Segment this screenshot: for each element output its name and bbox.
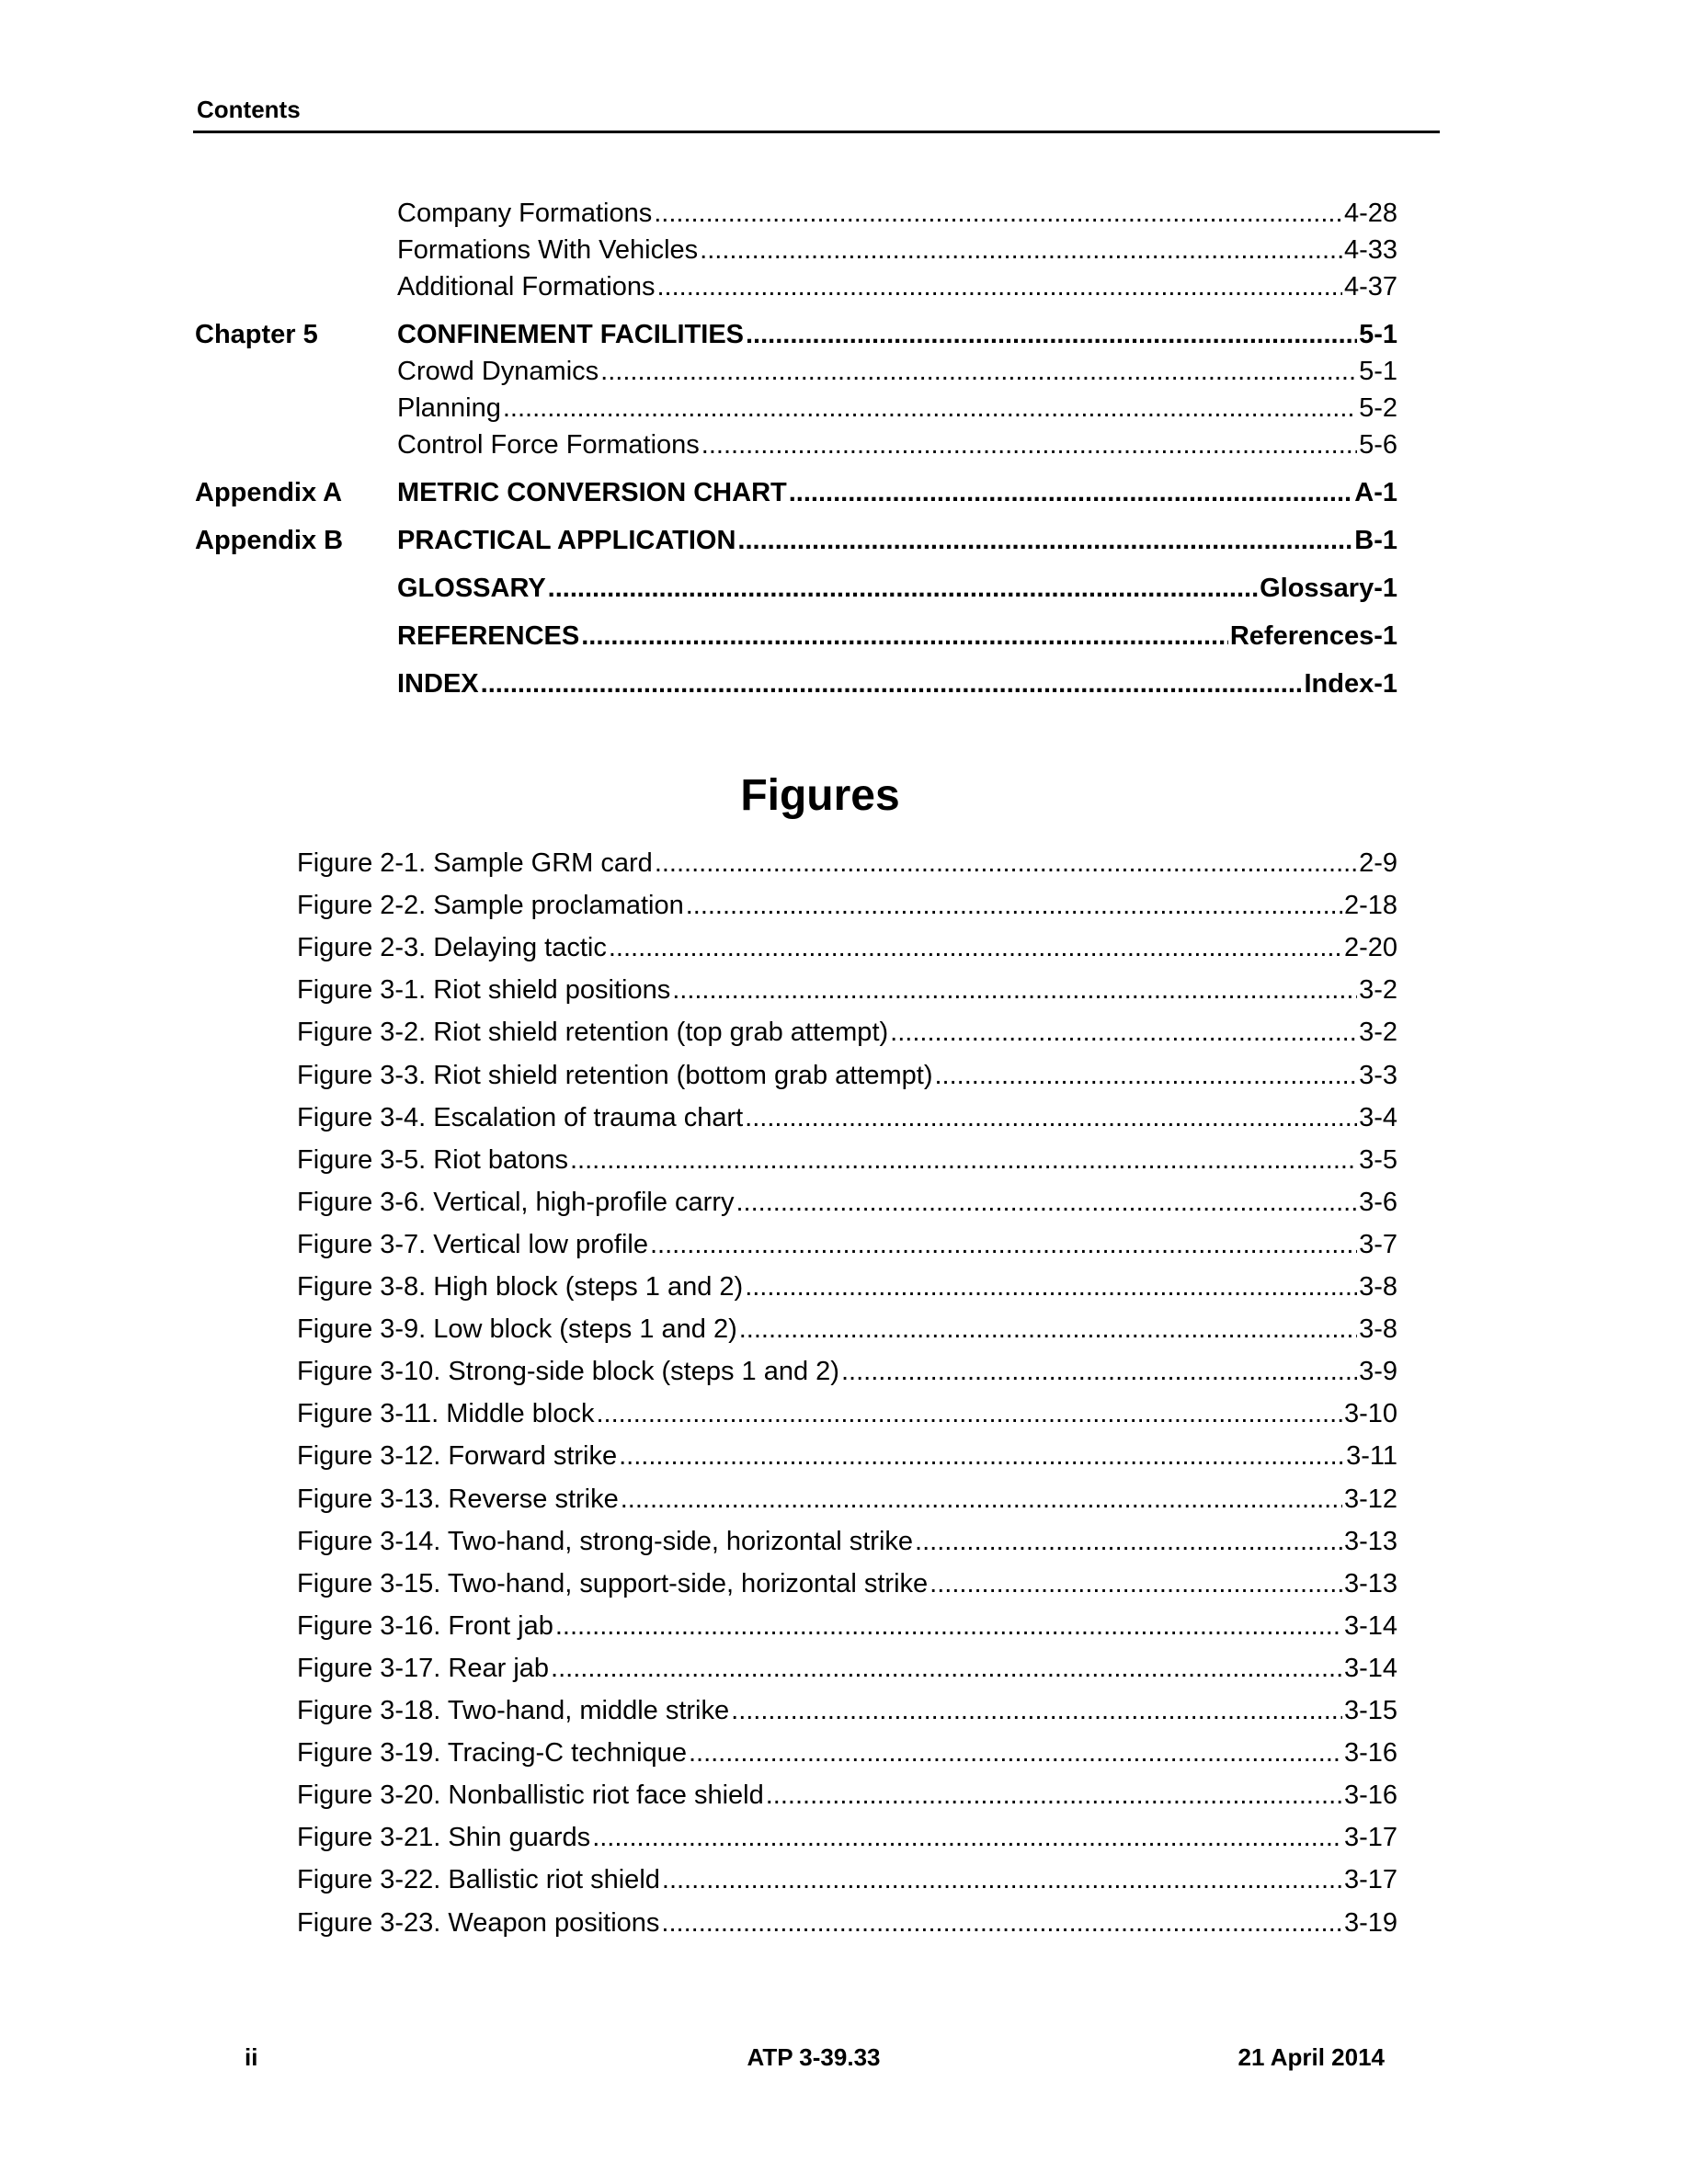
figure-title: Figure 3-15. Two-hand, support-side, horizontal strike [297,1569,929,1598]
figure-page: 2-9 [1359,848,1397,878]
dot-leader [745,1100,1357,1135]
figure-page: 3-15 [1343,1696,1397,1725]
figure-list-item[interactable] [297,1269,1397,1304]
figure-page: 3-14 [1343,1654,1397,1683]
figure-page: 3-5 [1359,1145,1397,1175]
figures-heading: Figures [740,771,900,820]
figure-page: 3-12 [1343,1484,1397,1514]
figure-title: Figure 3-4. Escalation of trauma chart [297,1103,744,1132]
toc-entry[interactable] [195,197,1397,230]
dot-leader [766,1778,1342,1813]
toc-entry-page: 5-2 [1359,393,1397,423]
dot-leader [656,270,1341,303]
toc-entry-line [397,667,1397,700]
dot-leader [654,197,1342,230]
dot-leader [672,973,1357,1007]
dot-leader [746,318,1357,351]
figure-title: Figure 3-3. Riot shield retention (bottom grab attempt) [297,1061,933,1090]
figure-page: 3-13 [1343,1569,1397,1598]
figure-list-item[interactable] [297,1524,1397,1559]
figure-page: 3-6 [1359,1188,1397,1217]
toc-entry-title: Planning [397,393,501,423]
toc-entry-title: INDEX [397,669,479,699]
toc-entry-page: A-1 [1354,478,1397,507]
figure-title: Figure 3-7. Vertical low profile [297,1230,648,1259]
toc-entry-line [397,392,1397,425]
toc-entry-line [397,524,1397,557]
figure-list-item[interactable] [297,973,1397,1007]
toc-entry-title: CONFINEMENT FACILITIES [397,320,744,349]
figure-page: 3-16 [1343,1780,1397,1810]
figure-list-item[interactable] [297,888,1397,923]
figure-title: Figure 3-6. Vertical, high-profile carry [297,1188,735,1217]
figure-title: Figure 2-2. Sample proclamation [297,891,684,920]
toc-entry-title: Formations With Vehicles [397,235,699,265]
figure-list-item[interactable] [297,1058,1397,1093]
toc-entry-title: Control Force Formations [397,430,700,460]
dot-leader [609,930,1342,965]
toc-entry-page: 5-6 [1359,430,1397,460]
dot-leader [548,572,1258,605]
dot-leader [700,233,1342,267]
figure-title: Figure 3-23. Weapon positions [297,1908,660,1938]
toc-entry[interactable] [195,620,1397,653]
figure-list-item[interactable] [297,1735,1397,1770]
toc-entry-page: 5-1 [1359,320,1397,349]
figure-title: Figure 3-9. Low block (steps 1 and 2) [297,1314,737,1344]
dot-leader [935,1058,1358,1093]
dot-leader [619,1439,1344,1473]
figure-page: 3-2 [1359,975,1397,1005]
dot-leader [481,667,1303,700]
toc-entry-line [397,233,1397,267]
figure-title: Figure 3-11. Middle block [297,1399,595,1428]
figure-list-item[interactable] [297,846,1397,881]
dot-leader [737,524,1352,557]
toc-entry-page: References-1 [1229,621,1397,651]
toc-entry-title: Crowd Dynamics [397,357,599,386]
figure-list-item[interactable] [297,1566,1397,1601]
figure-page: 3-2 [1359,1018,1397,1047]
dot-leader [555,1609,1342,1644]
toc-entry-label: Appendix B [195,526,344,555]
toc-entry-page: B-1 [1354,526,1397,555]
figure-title: Figure 3-5. Riot batons [297,1145,568,1175]
figure-title: Figure 3-22. Ballistic riot shield [297,1865,660,1894]
dot-leader [596,1396,1342,1431]
toc-entry-page: 4-33 [1343,235,1397,265]
toc-entry-title: PRACTICAL APPLICATION [397,526,736,555]
figure-list-item[interactable] [297,1862,1397,1897]
dot-leader [930,1566,1342,1601]
figure-page: 2-20 [1343,933,1397,962]
figure-list-item[interactable] [297,1439,1397,1473]
figure-list-item[interactable] [297,1185,1397,1220]
figure-title: Figure 2-1. Sample GRM card [297,848,653,878]
figure-list-item[interactable] [297,1651,1397,1686]
figure-page: 3-17 [1343,1865,1397,1894]
figure-title: Figure 3-10. Strong-side block (steps 1 and 2) [297,1357,839,1386]
toc-entry[interactable] [195,392,1397,425]
figure-title: Figure 3-12. Forward strike [297,1441,618,1471]
figure-title: Figure 3-21. Shin guards [297,1823,591,1852]
figure-list-item[interactable] [297,1778,1397,1813]
toc-entry-page: Index-1 [1304,669,1397,699]
figure-page: 3-13 [1343,1527,1397,1556]
dot-leader [570,1143,1357,1177]
figure-title: Figure 3-13. Reverse strike [297,1484,619,1514]
dot-leader [745,1269,1357,1304]
figure-title: Figure 3-18. Two-hand, middle strike [297,1696,730,1725]
figure-list-item[interactable] [297,1354,1397,1389]
dot-leader [739,1312,1357,1347]
figure-page: 3-8 [1359,1272,1397,1302]
figure-title: Figure 3-17. Rear jab [297,1654,550,1683]
dot-leader [581,620,1228,653]
dot-leader [736,1185,1357,1220]
toc-entry[interactable] [195,270,1397,303]
figure-page: 3-3 [1359,1061,1397,1090]
toc-entry[interactable] [195,233,1397,267]
toc-entry-label: Chapter 5 [195,320,318,349]
dot-leader [551,1651,1342,1686]
toc-entry-title: Company Formations [397,199,653,228]
dot-leader [789,476,1353,509]
toc-entry[interactable] [195,524,1397,557]
footer-page-number: ii [245,2043,258,2071]
figure-title: Figure 3-16. Front jab [297,1611,553,1641]
toc-entry-title: METRIC CONVERSION CHART [397,478,787,507]
dot-leader [661,1905,1342,1940]
figure-list-item[interactable] [297,1820,1397,1855]
figure-page: 3-8 [1359,1314,1397,1344]
figure-title: Figure 3-19. Tracing-C technique [297,1738,687,1768]
figure-page: 3-4 [1359,1103,1397,1132]
toc-entry-page: 4-28 [1343,199,1397,228]
toc-entry-line [397,428,1397,461]
dot-leader [890,1015,1357,1050]
footer-date: 21 April 2014 [1237,2043,1385,2071]
figure-list-item[interactable] [297,1100,1397,1135]
figure-title: Figure 3-2. Riot shield retention (top grab attempt) [297,1018,889,1047]
dot-leader [600,355,1357,388]
toc-entry-title: GLOSSARY [397,574,546,603]
figure-list-item[interactable] [297,1905,1397,1940]
figure-page: 3-19 [1343,1908,1397,1938]
dot-leader [650,1227,1357,1262]
figure-page: 3-10 [1343,1399,1397,1428]
dot-leader [662,1862,1342,1897]
figure-list-item[interactable] [297,1227,1397,1262]
dot-leader [689,1735,1342,1770]
figure-list-item[interactable] [297,1609,1397,1644]
figure-page: 3-7 [1359,1230,1397,1259]
header-rule [193,131,1440,133]
toc-entry-page: 4-37 [1343,272,1397,301]
figure-title: Figure 3-1. Riot shield positions [297,975,671,1005]
dot-leader [841,1354,1357,1389]
figure-page: 2-18 [1343,891,1397,920]
figure-list-item[interactable] [297,1482,1397,1517]
figure-list-item[interactable] [297,1312,1397,1347]
toc-entry[interactable] [195,476,1397,509]
figure-page: 3-11 [1346,1441,1397,1471]
dot-leader [686,888,1342,923]
toc-entry-label: Appendix A [195,478,343,507]
figure-list-item[interactable] [297,1015,1397,1050]
dot-leader [915,1524,1342,1559]
toc-entry-line [397,270,1397,303]
page-header-label: Contents [197,96,301,123]
figure-list-item[interactable] [297,1693,1397,1728]
figure-page: 3-14 [1343,1611,1397,1641]
toc-entry[interactable] [195,318,1397,351]
toc-entry-line [397,476,1397,509]
toc-entry-title: Additional Formations [397,272,656,301]
dot-leader [592,1820,1342,1855]
toc-entry-line [397,620,1397,653]
toc-entry-line [397,572,1397,605]
toc-entry-line [397,197,1397,230]
toc-entry[interactable] [195,667,1397,700]
toc-entry[interactable] [195,355,1397,388]
dot-leader [655,846,1357,881]
figure-title: Figure 3-8. High block (steps 1 and 2) [297,1272,744,1302]
toc-entry-line [397,318,1397,351]
toc-entry-page: 5-1 [1359,357,1397,386]
dot-leader [621,1482,1342,1517]
figure-list-item[interactable] [297,930,1397,965]
figure-list-item[interactable] [297,1143,1397,1177]
dot-leader [701,428,1357,461]
figure-page: 3-16 [1343,1738,1397,1768]
toc-entry[interactable] [195,572,1397,605]
dot-leader [503,392,1357,425]
figure-title: Figure 2-3. Delaying tactic [297,933,607,962]
figure-list-item[interactable] [297,1396,1397,1431]
toc-entry-line [397,355,1397,388]
toc-entry-page: Glossary-1 [1260,574,1397,603]
figure-page: 3-17 [1343,1823,1397,1852]
figure-title: Figure 3-20. Nonballistic riot face shield [297,1780,764,1810]
footer-document-id: ATP 3-39.33 [747,2043,881,2071]
figure-page: 3-9 [1359,1357,1397,1386]
toc-entry-title: REFERENCES [397,621,580,651]
toc-entry[interactable] [195,428,1397,461]
figure-title: Figure 3-14. Two-hand, strong-side, horizontal strike [297,1527,914,1556]
dot-leader [731,1693,1342,1728]
